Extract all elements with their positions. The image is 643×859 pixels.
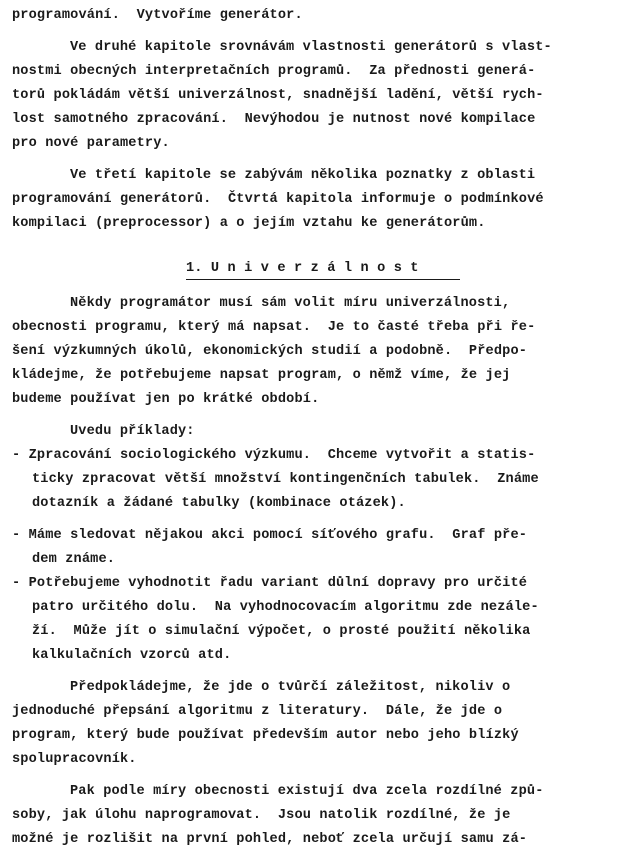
text-line: jednoduché přepsání algoritmu z literatury. Dále, že jde o [12,704,503,719]
list-item: - Zpracování sociologického výzkumu. Chceme vytvořit a statis- [12,448,536,463]
text-line: možné je rozlišit na první pohled, neboť zcela určují samu zá- [12,832,528,847]
text-line: kládejme, že potřebujeme napsat program, o němž víme, že jej [12,368,511,383]
text-line: Někdy programátor musí sám volit míru univerzálnosti, [70,296,511,311]
text-line: programování. Vytvoříme generátor. [12,8,303,23]
text-line: dotazník a žádané tabulky (kombinace otázek). [32,496,406,511]
text-line: programování generátorů. Čtvrtá kapitola informuje o podmínkové [12,192,544,207]
heading-underline [186,279,460,280]
list-item: - Potřebujeme vyhodnotit řadu variant důlní dopravy pro určité [12,576,528,591]
text-line: Uvedu příklady: [70,424,195,439]
text-line: dem známe. [32,552,116,567]
text-line: budeme používat jen po krátké období. [12,392,320,407]
text-line: pro nové parametry. [12,136,170,151]
text-line: Ve druhé kapitole srovnávám vlastnosti generátorů s vlast- [70,40,552,55]
text-line: spolupracovník. [12,752,137,767]
text-line: ticky zpracovat větší množství kontingenčních tabulek. Známe [32,472,539,487]
text-line: program, který bude používat především autor nebo jeho blízký [12,728,519,743]
section-heading: 1. U n i v e r z á l n o s t [186,261,419,276]
text-line: ží. Může jít o simulační výpočet, o prosté použití několika [32,624,531,639]
list-item: - Máme sledovat nějakou akci pomocí síťového grafu. Graf pře- [12,528,528,543]
text-line: obecnosti programu, který má napsat. Je to časté třeba při ře- [12,320,536,335]
text-line: kalkulačních vzorců atd. [32,648,232,663]
text-line: nostmi obecných interpretačních programů. Za přednosti generá- [12,64,536,79]
text-line: Pak podle míry obecnosti existují dva zcela rozdílné způ- [70,784,544,799]
text-line: torů pokládám větší univerzálnost, snadnější ladění, větší rych- [12,88,544,103]
text-line: šení výzkumných úkolů, ekonomických studií a podobně. Předpo- [12,344,528,359]
text-line: lost samotného zpracování. Nevýhodou je nutnost nové kompilace [12,112,536,127]
text-line: patro určitého dolu. Na vyhodnocovacím algoritmu zde nezále- [32,600,539,615]
text-line: Ve třetí kapitole se zabývám několika poznatky z oblasti [70,168,536,183]
text-line: kompilaci (preprocessor) a o jejím vztahu ke generátorům. [12,216,486,231]
text-line: soby, jak úlohu naprogramovat. Jsou natolik rozdílné, že je [12,808,511,823]
text-line: Předpokládejme, že jde o tvůrčí záležitost, nikoliv o [70,680,511,695]
